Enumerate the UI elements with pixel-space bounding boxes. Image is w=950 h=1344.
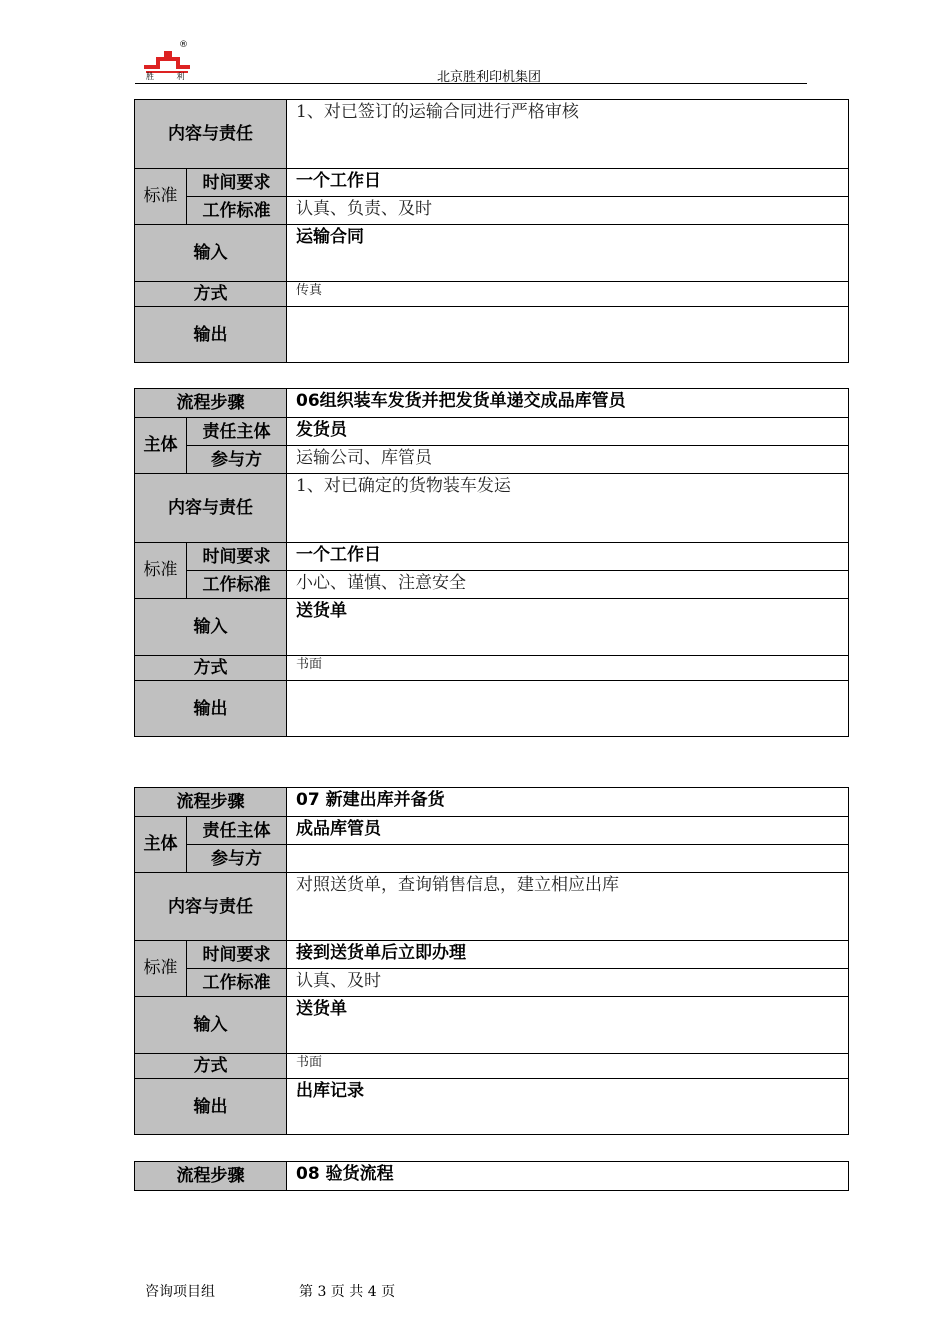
method-value: 书面 xyxy=(287,1054,849,1079)
output-label: 输出 xyxy=(135,681,287,737)
party-value xyxy=(287,845,849,873)
page-header xyxy=(135,40,807,86)
output-value: 出库记录 xyxy=(287,1079,849,1135)
standard-label: 标准 xyxy=(135,941,187,997)
content-value: 1、对已确定的货物装车发运 xyxy=(287,474,849,543)
subject-label: 主体 xyxy=(135,817,187,873)
process-step-table-06 xyxy=(134,388,849,737)
process-step-table-05 xyxy=(134,99,849,363)
owner-label: 责任主体 xyxy=(187,817,287,845)
work-standard-value: 认真、及时 xyxy=(287,969,849,997)
content-label: 内容与责任 xyxy=(135,873,287,941)
time-requirement-label: 时间要求 xyxy=(187,941,287,969)
input-label: 输入 xyxy=(135,225,287,282)
time-requirement-value: 接到送货单后立即办理 xyxy=(287,941,849,969)
content-label: 内容与责任 xyxy=(135,100,287,169)
header-rule xyxy=(135,83,807,84)
process-step-table-08 xyxy=(134,1161,849,1191)
party-label: 参与方 xyxy=(187,446,287,474)
party-label: 参与方 xyxy=(187,845,287,873)
work-standard-value: 小心、谨慎、注意安全 xyxy=(287,571,849,599)
step-label: 流程步骤 xyxy=(135,788,287,817)
step-value: 08 验货流程 xyxy=(287,1162,849,1191)
step-value: 06组织装车发货并把发货单递交成品库管员 xyxy=(287,389,849,418)
party-value: 运输公司、库管员 xyxy=(287,446,849,474)
method-value: 传真 xyxy=(287,282,849,307)
company-name: 北京胜利印机集团 xyxy=(437,70,542,85)
standard-label: 标准 xyxy=(135,543,187,599)
footer-page-number: 第 3 页 共 4 页 xyxy=(299,1284,396,1300)
logo-text: 胜 利 xyxy=(146,72,195,81)
owner-value: 成品库管员 xyxy=(287,817,849,845)
output-value xyxy=(287,681,849,737)
method-label: 方式 xyxy=(135,282,287,307)
work-standard-label: 工作标准 xyxy=(187,571,287,599)
work-standard-label: 工作标准 xyxy=(187,197,287,225)
content-value: 1、对已签订的运输合同进行严格审核 xyxy=(287,100,849,169)
time-requirement-label: 时间要求 xyxy=(187,169,287,197)
work-standard-label: 工作标准 xyxy=(187,969,287,997)
output-label: 输出 xyxy=(135,1079,287,1135)
owner-label: 责任主体 xyxy=(187,418,287,446)
content-value: 对照送货单，查询销售信息，建立相应出库 xyxy=(287,873,849,941)
input-value: 送货单 xyxy=(287,997,849,1054)
time-requirement-value: 一个工作日 xyxy=(287,169,849,197)
subject-label: 主体 xyxy=(135,418,187,474)
step-label: 流程步骤 xyxy=(135,389,287,418)
registered-mark: ® xyxy=(179,40,188,50)
step-label: 流程步骤 xyxy=(135,1162,287,1191)
time-requirement-label: 时间要求 xyxy=(187,543,287,571)
input-value: 运输合同 xyxy=(287,225,849,282)
input-value: 送货单 xyxy=(287,599,849,656)
input-label: 输入 xyxy=(135,599,287,656)
input-label: 输入 xyxy=(135,997,287,1054)
method-label: 方式 xyxy=(135,656,287,681)
work-standard-value: 认真、负责、及时 xyxy=(287,197,849,225)
output-label: 输出 xyxy=(135,307,287,363)
step-value: 07 新建出库并备货 xyxy=(287,788,849,817)
method-label: 方式 xyxy=(135,1054,287,1079)
process-step-table-07 xyxy=(134,787,849,1135)
content-label: 内容与责任 xyxy=(135,474,287,543)
footer-group: 咨询项目组 xyxy=(145,1284,215,1300)
output-value xyxy=(287,307,849,363)
owner-value: 发货员 xyxy=(287,418,849,446)
time-requirement-value: 一个工作日 xyxy=(287,543,849,571)
method-value: 书面 xyxy=(287,656,849,681)
standard-label: 标准 xyxy=(135,169,187,225)
